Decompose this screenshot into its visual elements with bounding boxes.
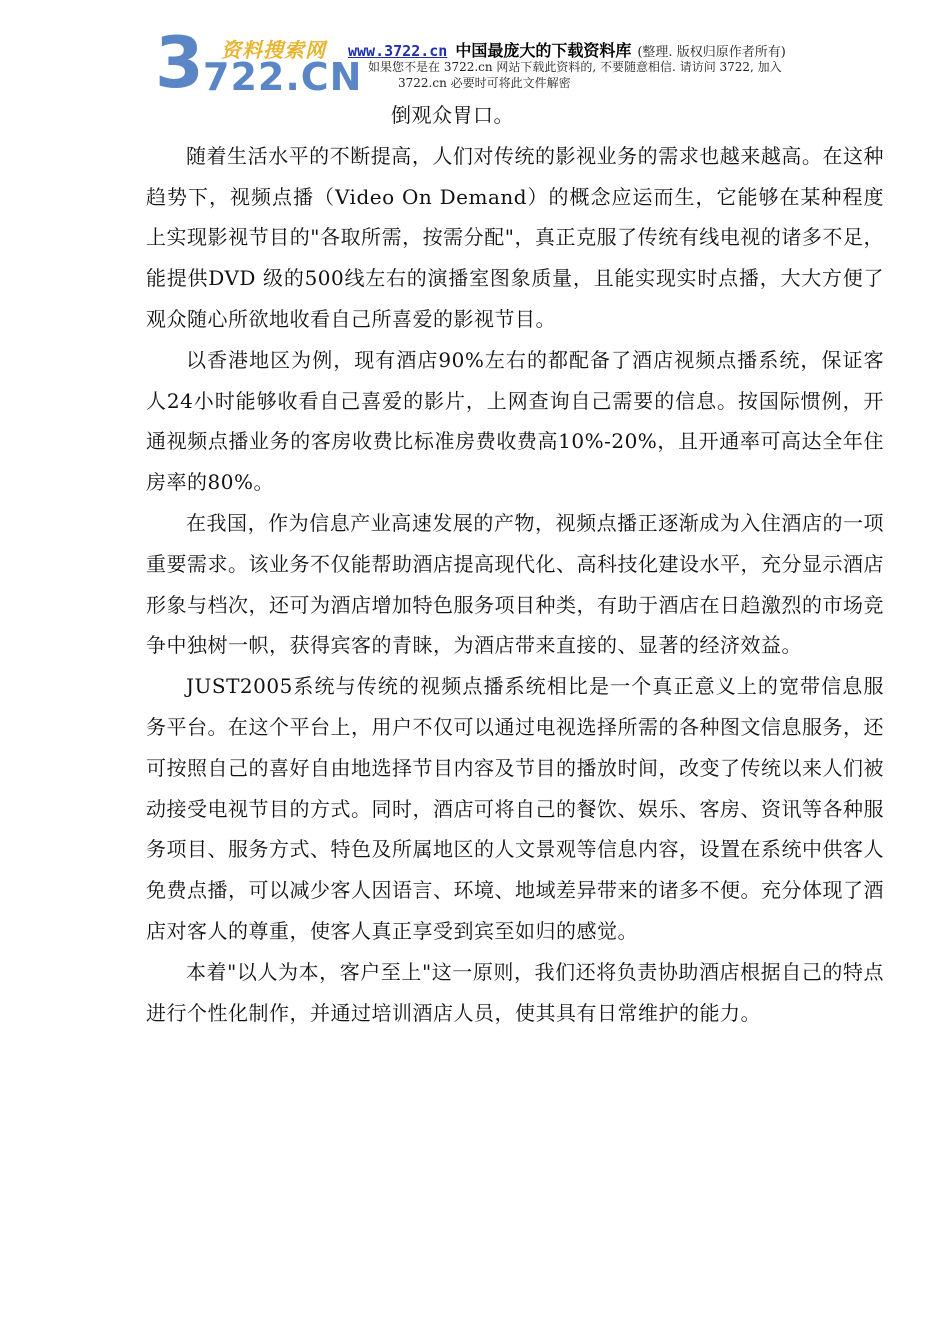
paragraph-continuation: 倒观众胃口。 <box>391 103 514 127</box>
paragraph-vod-intro: 随着生活水平的不断提高，人们对传统的影视业务的需求也越来越高。在这种趋势下，视频点播（Video On Demand）的概念应运而生，它能够在某种程度上实现影视节目的"各取所需，按需分配"，真正克服了传统有线电视的诸多不足，能提供DVD 级的500线左右的演播室图象质量，且能实现实时点播，大大方便了观众随心所欲地收看自己所喜爱的影视节目。 <box>146 143 884 331</box>
copyright-note: (整理. 版权归原作者所有) <box>637 45 786 60</box>
disclaimer-line-2: 3722.cn 必要时可将此文件解密 <box>398 76 571 90</box>
paragraph-china-demand: 在我国，作为信息产业高速发展的产物，视频点播正逐渐成为入住酒店的一项重要需求。该业务不仅能帮助酒店提高现代化、高科技化建设水平，充分显示酒店形象与档次，还可为酒店增加特色服务项目种类，有助于酒店在日趋激烈的市场竞争中独树一帜，获得宾客的青睐，为酒店带来直接的、显著的经济效益。 <box>146 510 884 658</box>
logo-digit: 3 <box>155 22 204 104</box>
paragraph-just2005-platform: JUST2005系统与传统的视频点播系统相比是一个真正意义上的宽带信息服务平台。在这个平台上，用户不仅可以通过电视选择所需的各种图文信息服务，还可按照自己的喜好自由地选择节目内容及节目的播放时间，改变了传统以来人们被动接受电视节目的方式。同时，酒店可将自己的餐饮、娱乐、客房、资讯等各种服务项目、服务方式、特色及所属地区的人文景观等信息内容，设置在系统中供客人免费点播，可以减少客人因语言、环境、地域差异带来的诸多不便。充分体现了酒店对客人的尊重，使客人真正享受到宾至如归的感觉。 <box>146 674 884 943</box>
site-url-link[interactable]: www.3722.cn <box>348 42 448 60</box>
logo-tagline: 资料搜索网 <box>221 38 326 62</box>
paragraph-hongkong-example: 以香港地区为例，现有酒店90%左右的都配备了酒店视频点播系统，保证客人24小时能够收看自己喜爱的影片，上网查询自己需要的信息。按国际惯例，开通视频点播业务的客房收费比标准房费收费高10%-20%，且开通率可高达全年住房率的80%。 <box>146 347 884 495</box>
disclaimer-line-1: 如果您不是在 3722.cn 网站下载此资料的, 不要随意相信. 请访问 3722, 加入 <box>368 60 782 74</box>
paragraph-customer-first: 本着"以人为本，客户至上"这一原则，我们还将负责协助酒店根据自己的特点进行个性化制作，并通过培训酒店人员，使其具有日常维护的能力。 <box>146 959 884 1025</box>
logo-domain: 722.CN <box>203 55 363 99</box>
site-title: 中国最庞大的下载资料库 <box>455 41 632 60</box>
document-body <box>146 95 884 1033</box>
site-logo[interactable] <box>155 22 363 104</box>
page-header <box>0 0 950 110</box>
